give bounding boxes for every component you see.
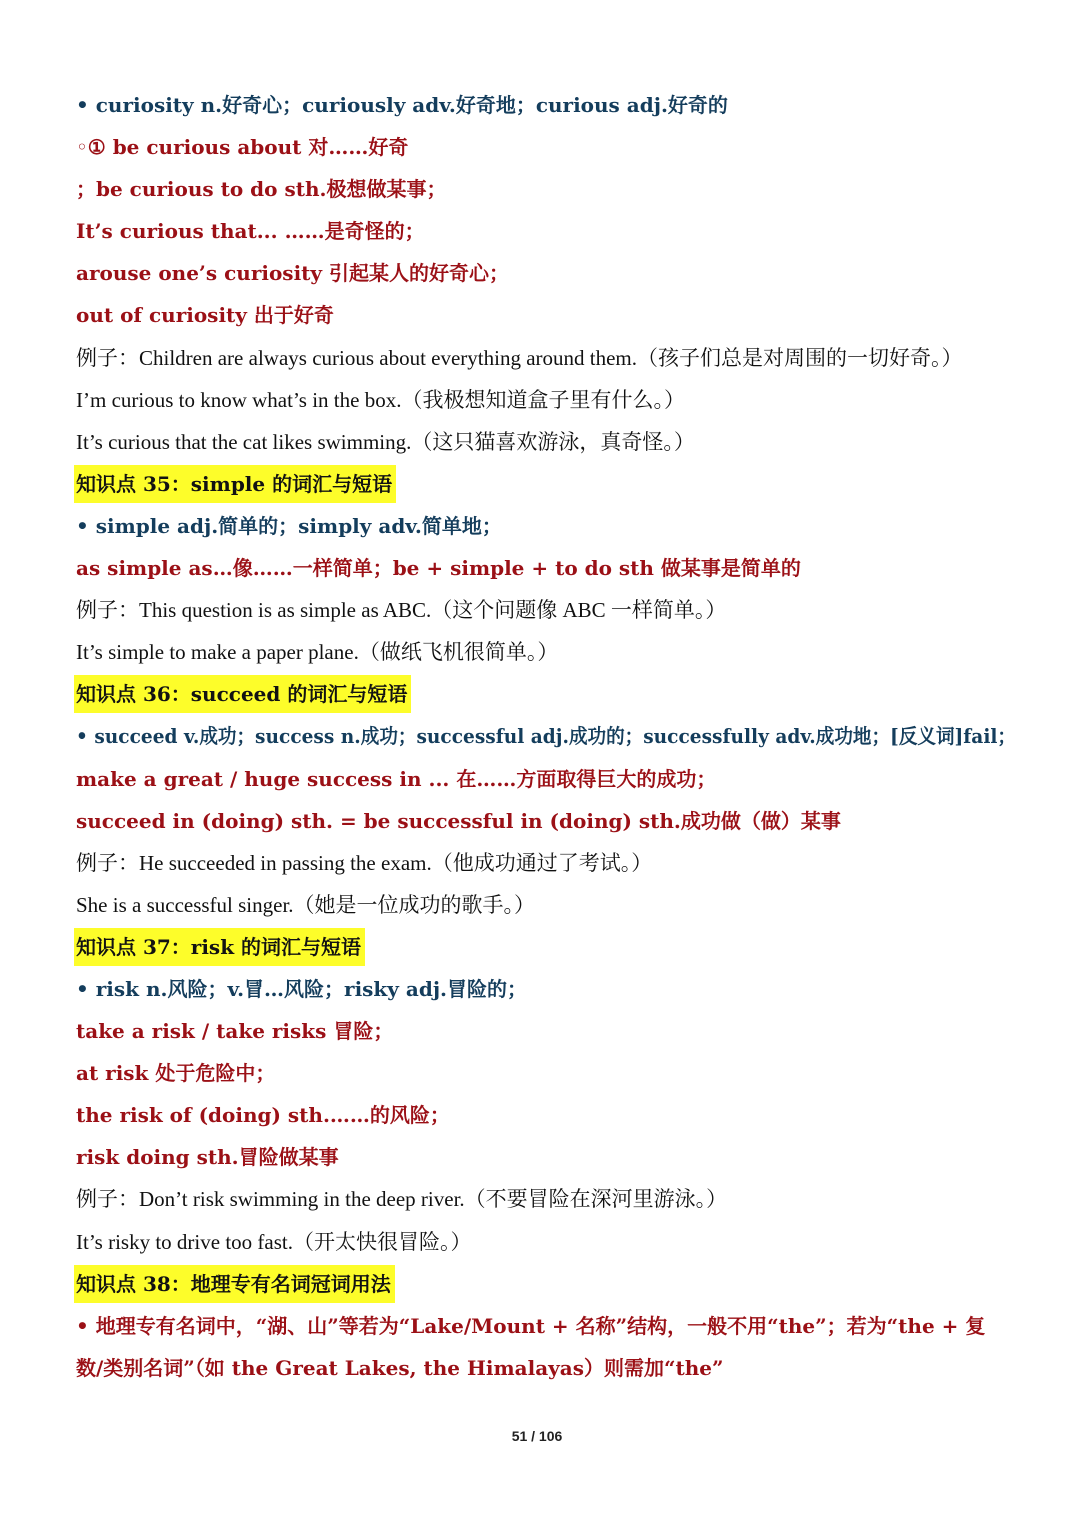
section-heading: 知识点 36：succeed 的词汇与短语: [74, 675, 411, 713]
line-16: [76, 715, 1016, 757]
example-line: 例子：Don’t risk swimming in the deep river.（不要冒险在深河里游泳。）: [76, 1187, 728, 1212]
example-line: 例子：He succeeded in passing the exam.（他成功通过了考试。）: [76, 850, 653, 875]
phrase-line: ◦① be curious about 对……好奇: [76, 135, 409, 160]
phrase-line: 数/类别名词”（如 the Great Lakes, the Himalayas）则需加“the”: [76, 1355, 724, 1380]
line-03: [76, 168, 1016, 210]
example-line: It’s curious that the cat likes swimming.（这只猫喜欢游泳，真奇怪。）: [76, 429, 695, 454]
line-15: [76, 673, 1016, 715]
line-01: [76, 84, 1016, 126]
phrase-line: ；be curious to do sth.极想做某事；: [76, 177, 447, 202]
example-line: It’s simple to make a paper plane.（做纸飞机很简单。）: [76, 640, 559, 665]
phrase-line: the risk of (doing) sth.……的风险；: [76, 1103, 450, 1128]
line-26: [76, 1136, 1016, 1178]
line-11: [76, 505, 1016, 547]
line-05: [76, 252, 1016, 294]
line-23: [76, 1010, 1016, 1052]
vocab-line: • curiosity n.好奇心；curiously adv.好奇地；curious adj.好奇的: [76, 93, 728, 117]
line-09: [76, 421, 1016, 463]
page-number: 51 / 106: [511, 1428, 563, 1444]
section-heading: 知识点 35：simple 的词汇与短语: [74, 465, 396, 503]
line-24: [76, 1052, 1016, 1094]
example-line: It’s risky to drive too fast.（开太快很冒险。）: [76, 1229, 472, 1254]
line-10: [76, 463, 1016, 505]
line-18: [76, 800, 1016, 842]
line-31: [76, 1347, 1016, 1389]
phrase-line: • 地理专有名词中，“湖、山”等若为“Lake/Mount + 名称”结构，一般不用“the”；若为“the + 复: [76, 1313, 986, 1338]
line-22: [76, 968, 1016, 1010]
line-20: [76, 884, 1016, 926]
example-line: 例子：This question is as simple as ABC.（这个问题像 ABC 一样简单。）: [76, 598, 727, 623]
phrase-line: arouse one’s curiosity 引起某人的好奇心；: [76, 261, 509, 286]
vocab-line: • risk n.风险；v.冒…风险；risky adj.冒险的；: [76, 976, 528, 1001]
phrase-line: risk doing sth.冒险做某事: [76, 1145, 339, 1170]
document-page: [76, 84, 1016, 1389]
line-29: [76, 1263, 1016, 1305]
line-28: [76, 1221, 1016, 1263]
line-30: [76, 1305, 1016, 1347]
section-heading: 知识点 38：地理专有名词冠词用法: [74, 1265, 395, 1303]
line-17: [76, 758, 1016, 800]
line-14: [76, 631, 1016, 673]
line-02: [76, 126, 1016, 168]
phrase-line: out of curiosity 出于好奇: [76, 303, 334, 328]
line-12: [76, 547, 1016, 589]
phrase-line: take a risk / take risks 冒险；: [76, 1019, 394, 1044]
line-27: [76, 1178, 1016, 1220]
section-heading: 知识点 37：risk 的词汇与短语: [74, 928, 365, 966]
line-06: [76, 294, 1016, 336]
vocab-line: • simple adj.简单的；simply adv.简单地；: [76, 513, 502, 538]
line-08: [76, 379, 1016, 421]
phrase-line: make a great / huge success in ... 在……方面取得巨大的成功；: [76, 766, 717, 791]
line-21: [76, 926, 1016, 968]
line-25: [76, 1094, 1016, 1136]
phrase-line: at risk 处于危险中；: [76, 1061, 276, 1086]
vocab-line: • succeed v.成功；success n.成功；successful adj.成功的；successfully adv.成功地；[反义词]fail；: [76, 724, 1016, 749]
example-line: 例子：Children are always curious about everything around them.（孩子们总是对周围的一切好奇。）: [76, 345, 963, 370]
line-04: [76, 210, 1016, 252]
example-line: I’m curious to know what’s in the box.（我极想知道盒子里有什么。）: [76, 387, 685, 412]
line-13: [76, 589, 1016, 631]
line-07: [76, 337, 1016, 379]
phrase-line: as simple as…像……一样简单；be + simple + to do sth 做某事是简单的: [76, 556, 801, 581]
example-line: She is a successful singer.（她是一位成功的歌手。）: [76, 892, 536, 917]
phrase-line: succeed in (doing) sth. = be successful in (doing) sth.成功做（做）某事: [76, 808, 841, 833]
line-19: [76, 842, 1016, 884]
phrase-line: It’s curious that... ……是奇怪的；: [76, 219, 425, 244]
